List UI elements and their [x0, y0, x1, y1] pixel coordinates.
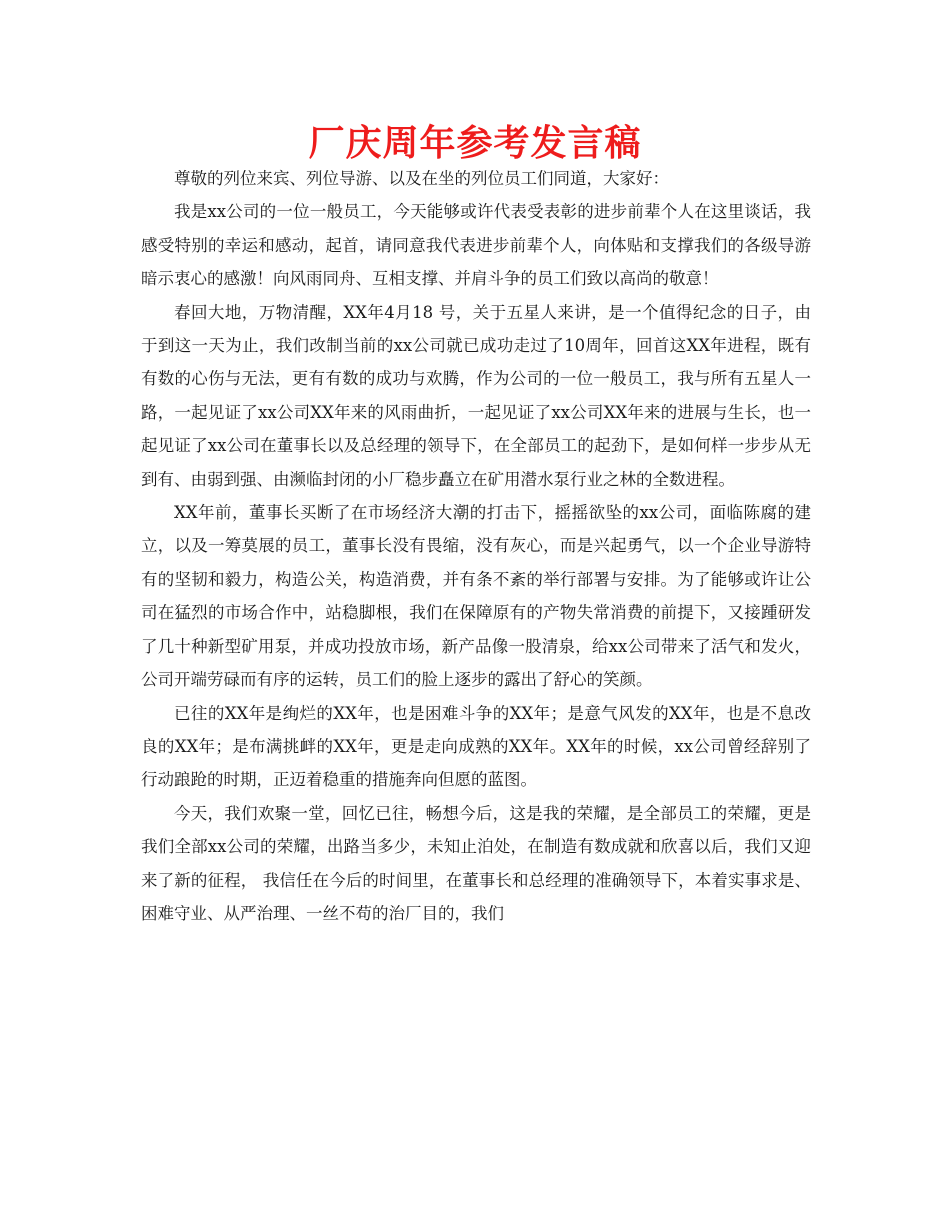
paragraph-introduction: 我是xx公司的一位一般员工，今天能够或许代表受表彰的进步前辈个人在这里谈话，我感受特别的幸运和感动，起首，请同意我代表进步前辈个人，向体贴和支撑我们的各级导游暗示衷心的感激！向风雨同舟、互相支撑、并肩斗争的员工们致以高尚的敬意！: [141, 202, 811, 289]
paragraph-greeting: 尊敬的列位来宾、列位导游、以及在坐的列位员工们同道，大家好：: [174, 169, 669, 188]
paragraph-anniversary: 春回大地，万物清醒，XX年4月18 号，关于五星人来讲，是一个值得纪念的日子，由于到这一天为止，我们改制当前的xx公司就已成功走过了10周年，回首这XX年进程，既有有数的心伤与无法，更有有数的成功与欢腾，作为公司的一位一般员工，我与所有五星人一路，一起见证了xx公司XX年来的风雨曲折，一起见证了xx公司XX年来的进展与生长，也一起见证了xx公司在董事长以及总经理的领导下，在全部员工的起劲下，是如何样一步步从无到有、由弱到强、由濒临封闭的小厂稳步矗立在矿用潜水泵行业之林的全数进程。: [141, 302, 811, 489]
paragraph-reflection: 已往的XX年是绚烂的XX年，也是困难斗争的XX年；是意气风发的XX年，也是不息改良的XX年；是布满挑衅的XX年，更是走向成熟的XX年。XX年的时候，xx公司曾经辞别了行动踉跄的时期，正迈着稳重的措施奔向但愿的蓝图。: [141, 703, 811, 790]
paragraph-outlook: 今天，我们欢聚一堂，回忆已往，畅想今后，这是我的荣耀，是全部员工的荣耀，更是我们全部xx公司的荣耀，出路当多少，未知止泊处，在制造有数成就和欣喜以后，我们又迎来了新的征程， 我信任在今后的时间里，在董事长和总经理的准确领导下，本着实事求是、困难守业、从严治理、一丝不苟的治厂目的，我们: [141, 803, 811, 923]
document-body: [141, 162, 811, 930]
paragraph-history: XX年前，董事长买断了在市场经济大潮的打击下，摇摇欲坠的xx公司，面临陈腐的建立，以及一筹莫展的员工，董事长没有畏缩，没有灰心，而是兴起勇气，以一个企业导游特有的坚韧和毅力，构造公关，构造消费，并有条不紊的举行部署与安排。为了能够或许让公司在猛烈的市场合作中，站稳脚根，我们在保障原有的产物失常消费的前提下，又接踵研发了几十种新型矿用泵，并成功投放市场，新产品像一股清泉，给xx公司带来了活气和发火，公司开端劳碌而有序的运转，员工们的脸上逐步的露出了舒心的笑颜。: [141, 503, 811, 690]
page-title: 厂庆周年参考发言稿: [308, 123, 642, 164]
